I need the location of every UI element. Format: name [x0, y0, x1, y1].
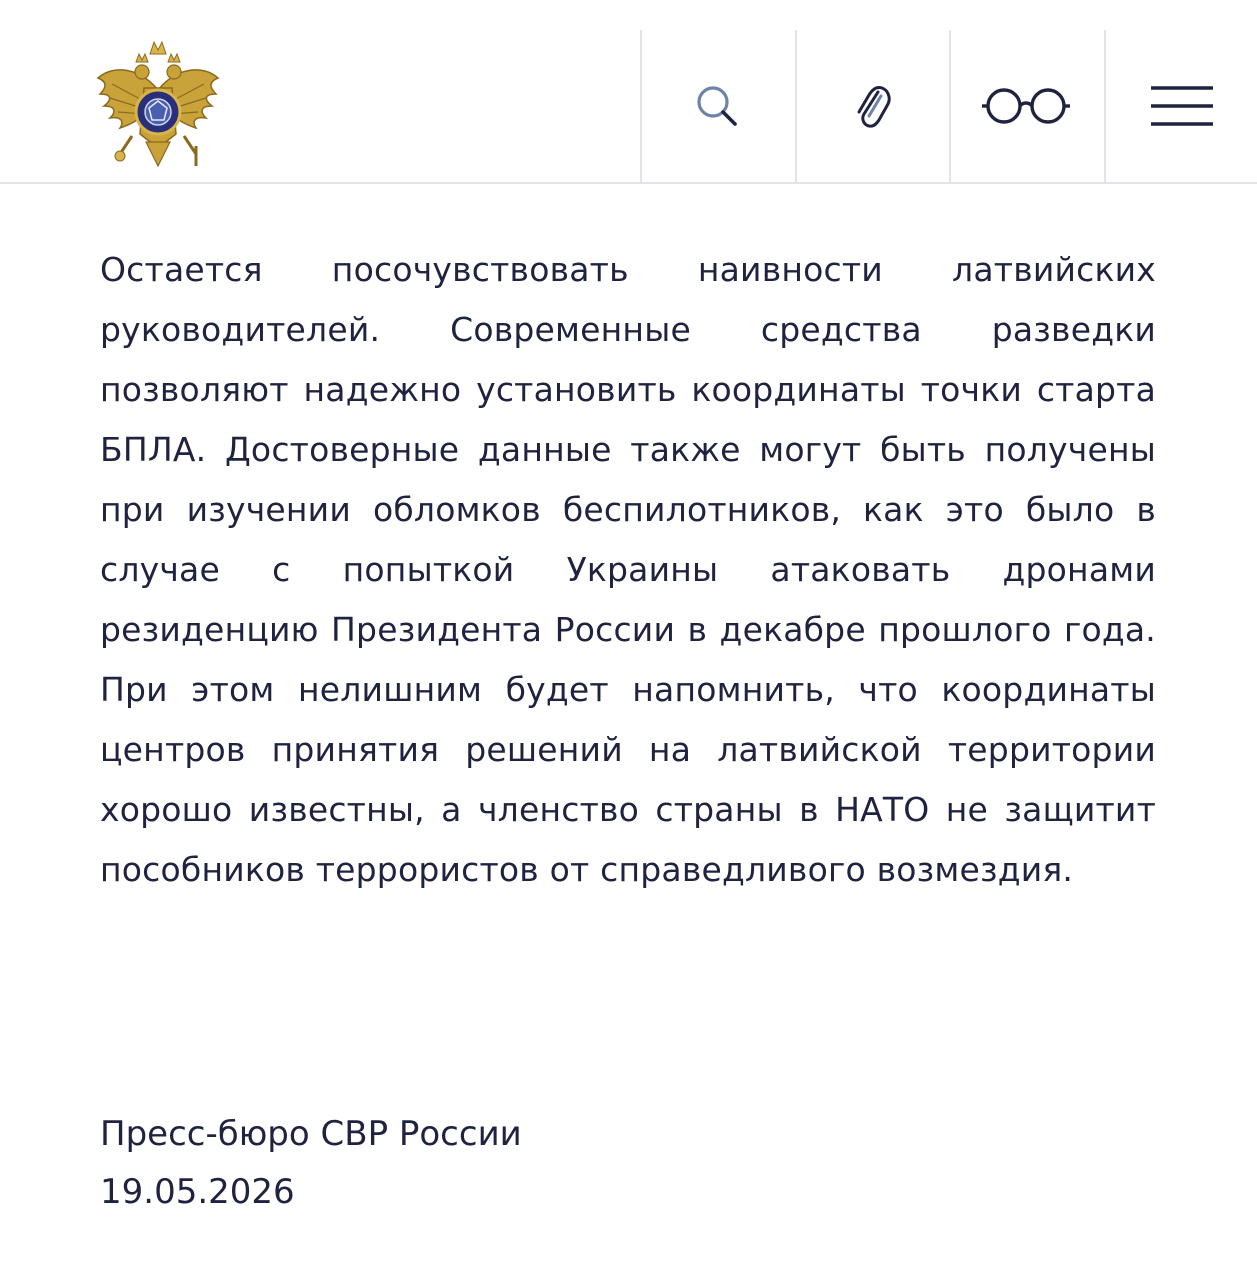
signature-date: 19.05.2026 [100, 1172, 295, 1212]
emblem-logo-icon[interactable] [92, 38, 224, 174]
paperclip-icon [852, 82, 892, 130]
attachments-button[interactable] [795, 30, 947, 182]
glasses-icon [980, 86, 1072, 126]
article-paragraph: Остается посочувствовать наивности латвийских руководителей. Современные средства разведки позволяют надежно установить координаты точки старта БПЛА. Достоверные данные также могут быть получены при изучении обломков беспилотников, как это было в случае с попыткой Украины атаковать дронами резиденцию Президента России в декабре прошлого года. При этом нелишним будет напомнить, что координаты центров принятия решений на латвийской территории хорошо известны, а членство страны в НАТО не защитит пособников террористов от справедливого возмездия. [100, 250, 1156, 889]
search-button[interactable] [640, 30, 792, 182]
site-header [0, 0, 1257, 184]
press-signature [100, 1105, 1000, 1221]
accessibility-button[interactable] [949, 30, 1101, 182]
search-icon [695, 84, 739, 128]
hamburger-menu-icon [1151, 85, 1213, 127]
article-body [100, 240, 1156, 900]
signature-author: Пресс-бюро СВР России [100, 1114, 522, 1154]
menu-button[interactable] [1104, 30, 1257, 182]
